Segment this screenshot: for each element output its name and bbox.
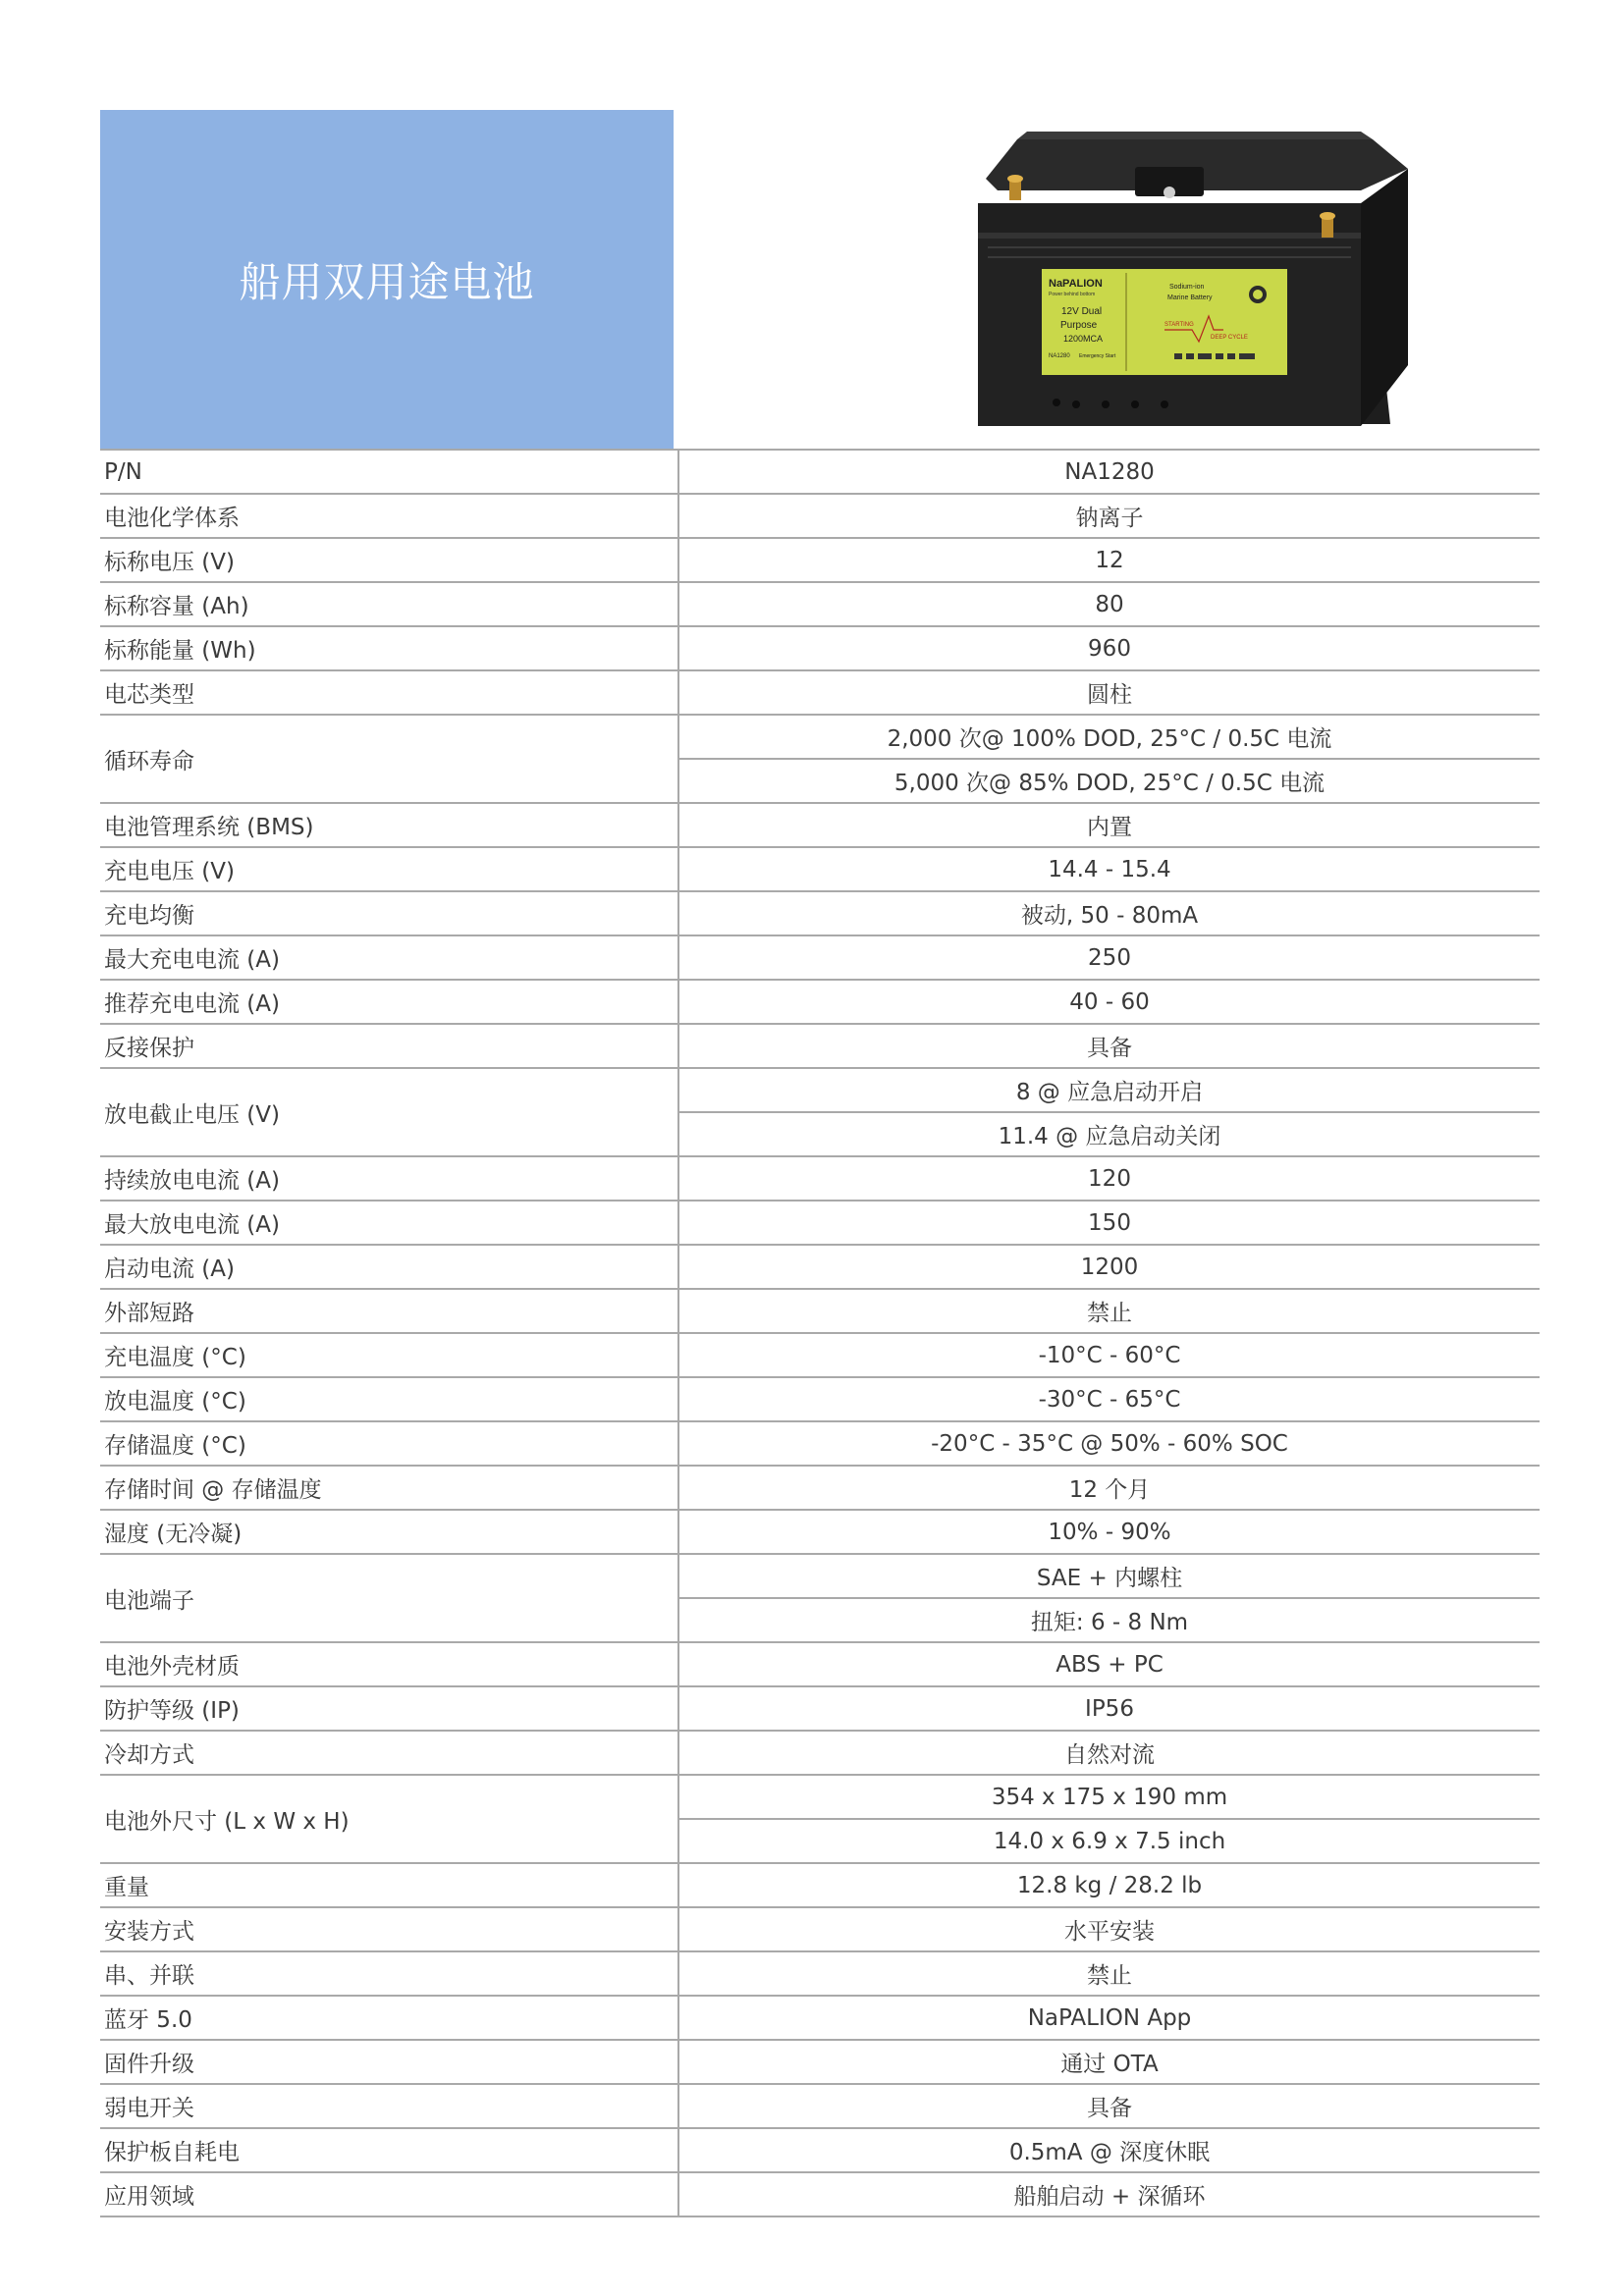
spec-label: 充电温度 (°C)	[100, 1333, 678, 1377]
spec-label: 最大充电电流 (A)	[100, 935, 678, 980]
table-row	[100, 2172, 1540, 2216]
table-row	[100, 2040, 1540, 2084]
spec-value: 150	[678, 1201, 1540, 1245]
spec-label: 电池外壳材质	[100, 1642, 678, 1686]
table-row	[100, 1996, 1540, 2040]
datasheet-page	[100, 110, 1540, 2217]
spec-label: P/N	[100, 450, 678, 494]
spec-label: 存储时间 @ 存储温度	[100, 1466, 678, 1510]
spec-label: 放电温度 (°C)	[100, 1377, 678, 1421]
spec-label: 湿度 (无冷凝)	[100, 1510, 678, 1554]
spec-value: 禁止	[678, 1951, 1540, 1996]
spec-label: 串、并联	[100, 1951, 678, 1996]
spec-value: -20°C - 35°C @ 50% - 60% SOC	[678, 1421, 1540, 1466]
title-block	[100, 110, 674, 449]
table-row	[100, 1554, 1540, 1598]
spec-value: 圆柱	[678, 670, 1540, 715]
spec-value: 具备	[678, 2084, 1540, 2128]
spec-label: 电池化学体系	[100, 494, 678, 538]
table-row	[100, 1510, 1540, 1554]
label-starting: STARTING	[1164, 322, 1194, 328]
table-row	[100, 847, 1540, 891]
label-chem2: Marine Battery	[1167, 294, 1213, 301]
table-row	[100, 980, 1540, 1024]
label-model: NA1280	[1049, 353, 1070, 359]
label-emergency: Emergency Start	[1079, 353, 1116, 359]
spec-value: 内置	[678, 803, 1540, 847]
table-row	[100, 2128, 1540, 2172]
label-line2: Purpose	[1060, 320, 1098, 331]
table-row	[100, 891, 1540, 935]
spec-label: 充电电压 (V)	[100, 847, 678, 891]
table-row	[100, 1731, 1540, 1775]
header	[100, 110, 1540, 449]
spec-value: 通过 OTA	[678, 2040, 1540, 2084]
spec-value: 40 - 60	[678, 980, 1540, 1024]
spec-label: 应用领域	[100, 2172, 678, 2216]
spec-value: 扭矩: 6 - 8 Nm	[678, 1598, 1540, 1642]
spec-value: 禁止	[678, 1289, 1540, 1333]
spec-label: 外部短路	[100, 1289, 678, 1333]
spec-value: 10% - 90%	[678, 1510, 1540, 1554]
spec-label: 电芯类型	[100, 670, 678, 715]
spec-value: -30°C - 65°C	[678, 1377, 1540, 1421]
table-row	[100, 1466, 1540, 1510]
battery-illustration	[674, 110, 1540, 449]
table-row	[100, 1156, 1540, 1201]
spec-value: 0.5mA @ 深度休眠	[678, 2128, 1540, 2172]
table-row	[100, 538, 1540, 582]
spec-value: NA1280	[678, 450, 1540, 494]
table-row	[100, 450, 1540, 494]
label-line3: 1200MCA	[1063, 334, 1104, 344]
spec-value: ABS + PC	[678, 1642, 1540, 1686]
spec-value: 14.0 x 6.9 x 7.5 inch	[678, 1819, 1540, 1863]
spec-value: 960	[678, 626, 1540, 670]
spec-label: 电池外尺寸 (L x W x H)	[100, 1775, 678, 1863]
spec-label: 保护板自耗电	[100, 2128, 678, 2172]
spec-label: 安装方式	[100, 1907, 678, 1951]
spec-label: 弱电开关	[100, 2084, 678, 2128]
spec-label: 最大放电电流 (A)	[100, 1201, 678, 1245]
spec-label: 启动电流 (A)	[100, 1245, 678, 1289]
spec-label: 充电均衡	[100, 891, 678, 935]
label-chem: Sodium-ion	[1169, 284, 1205, 291]
product-image	[674, 110, 1540, 449]
page-title: 船用双用途电池	[239, 257, 535, 306]
spec-value: 250	[678, 935, 1540, 980]
spec-value: 354 x 175 x 190 mm	[678, 1775, 1540, 1819]
spec-label: 电池管理系统 (BMS)	[100, 803, 678, 847]
spec-value: 船舶启动 + 深循环	[678, 2172, 1540, 2216]
spec-value: 自然对流	[678, 1731, 1540, 1775]
spec-label: 推荐充电电流 (A)	[100, 980, 678, 1024]
spec-label: 持续放电电流 (A)	[100, 1156, 678, 1201]
spec-label: 标称能量 (Wh)	[100, 626, 678, 670]
spec-label: 存储温度 (°C)	[100, 1421, 678, 1466]
spec-label: 重量	[100, 1863, 678, 1907]
spec-label: 标称容量 (Ah)	[100, 582, 678, 626]
spec-label: 放电截止电压 (V)	[100, 1068, 678, 1156]
spec-value: NaPALION App	[678, 1996, 1540, 2040]
table-row	[100, 1289, 1540, 1333]
spec-value: 1200	[678, 1245, 1540, 1289]
spec-value: -10°C - 60°C	[678, 1333, 1540, 1377]
table-row	[100, 626, 1540, 670]
spec-label: 冷却方式	[100, 1731, 678, 1775]
spec-label: 电池端子	[100, 1554, 678, 1642]
spec-label: 蓝牙 5.0	[100, 1996, 678, 2040]
table-row	[100, 1686, 1540, 1731]
spec-value: 11.4 @ 应急启动关闭	[678, 1112, 1540, 1156]
spec-value: 被动, 50 - 80mA	[678, 891, 1540, 935]
table-row	[100, 1201, 1540, 1245]
spec-value: SAE + 内螺柱	[678, 1554, 1540, 1598]
spec-value: 具备	[678, 1024, 1540, 1068]
table-row	[100, 1333, 1540, 1377]
spec-value: 12.8 kg / 28.2 lb	[678, 1863, 1540, 1907]
table-row	[100, 1951, 1540, 1996]
table-row	[100, 670, 1540, 715]
spec-value: 2,000 次@ 100% DOD, 25°C / 0.5C 电流	[678, 715, 1540, 759]
table-row	[100, 1642, 1540, 1686]
spec-value: 钠离子	[678, 494, 1540, 538]
spec-value: 5,000 次@ 85% DOD, 25°C / 0.5C 电流	[678, 759, 1540, 803]
spec-value: 14.4 - 15.4	[678, 847, 1540, 891]
spec-value: 水平安装	[678, 1907, 1540, 1951]
table-row	[100, 1245, 1540, 1289]
table-row	[100, 1907, 1540, 1951]
table-row	[100, 1377, 1540, 1421]
table-row	[100, 803, 1540, 847]
spec-value: 8 @ 应急启动开启	[678, 1068, 1540, 1112]
table-row	[100, 2084, 1540, 2128]
table-row	[100, 1863, 1540, 1907]
label-line1: 12V Dual	[1061, 306, 1103, 317]
table-row	[100, 582, 1540, 626]
table-row	[100, 1421, 1540, 1466]
spec-value: 12 个月	[678, 1466, 1540, 1510]
table-row	[100, 1775, 1540, 1819]
label-deep: DEEP CYCLE	[1211, 335, 1248, 341]
table-row	[100, 715, 1540, 759]
spec-value: IP56	[678, 1686, 1540, 1731]
spec-value: 120	[678, 1156, 1540, 1201]
spec-label: 固件升级	[100, 2040, 678, 2084]
table-row	[100, 1068, 1540, 1112]
spec-value: 12	[678, 538, 1540, 582]
table-row	[100, 494, 1540, 538]
spec-label: 循环寿命	[100, 715, 678, 803]
spec-label: 反接保护	[100, 1024, 678, 1068]
spec-table	[100, 449, 1540, 2217]
label-brand: NaPALION	[1049, 278, 1103, 290]
spec-label: 防护等级 (IP)	[100, 1686, 678, 1731]
spec-value: 80	[678, 582, 1540, 626]
table-row	[100, 1024, 1540, 1068]
label-brand-sub: Power behind bottom	[1049, 292, 1096, 297]
spec-label: 标称电压 (V)	[100, 538, 678, 582]
table-row	[100, 935, 1540, 980]
